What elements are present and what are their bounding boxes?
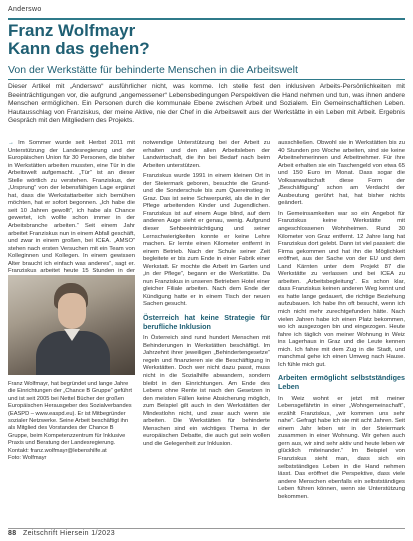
photo-credit: Foto: Wolfmayr <box>8 455 47 462</box>
publication-name: Zeitschrift Hiersein 1/2023 <box>22 530 116 537</box>
paragraph: ausschließen. Obwohl sie in Werkstätten bis zu 40 Stunden pro Woche arbeiten, sind sie keine Arbeitnehmerinnen und Arbeitnehmer. Für ihre Arbeit erhalten sie ein Taschengeld von etwa 65 und 150 Euro im Monat. Dass sogar die Volksanwaltschaft diese Form der „Beschäftigung“ schon am Verdacht der Ausbeutung gerührt hat, hat bisher nichts geändert. <box>278 140 405 207</box>
article-header <box>8 18 405 80</box>
photo-caption <box>8 381 135 462</box>
article-subtitle: Von der Werkstätte für behinderte Menschen in die Arbeitswelt <box>8 64 298 76</box>
article-title: Kann das gehen? <box>8 39 150 58</box>
author-photo <box>8 275 135 375</box>
paragraph: Franziskus wurde 1991 in einem kleinen Ort in der Steiermark geboren, besuchte die Grund- und die Sonderschule bis zum Quereinstieg in Graz. Das ist seine Schwerpunkt, als die in der Pflege arbeitenden Kinder und Jugendlichen. Franziskus ist auf einem Auge blind, auf dem anderen Auge sieht er genau, wenig. Aufgrund dieser Sehbeeinträchtigung und seiner Lernschwierigkeiten konnte er keine Lehre machen. Er lernte einen Kilometer entfernt in einem Betrieb. Nach der Schule seiner Zeit begleitete er bis zum Ende in einer Fabrik einer Werkstatt. Er mochte die Arbeit im Garten und „in der Pflege“, begann er die Werkstätte. Da nun Franziskus in unseren Betrieben Hotel einer gleicher Filiale arbeiten. Nach dem Ende der Kündigung hatte er in einem Tisch der neuen Sachen gesucht. <box>143 173 270 308</box>
photo-face <box>58 293 86 329</box>
article-lead: Dieser Artikel mit „Anderswo“ ausführlicher nicht, was komme. Ich stelle fest den inklusiven Arbeits-Persönlichkeiten mit Beeinträchtigungen vor, die aufgrund „angemessener“ Lebensbedingungen Perspektiven die Hand nehmen und tun, was ihnen andere Menschen ermöglichen. Ein Personen durch die kommunale Ebene zwischen Arbeit und Sozialem. Ein Gemeinschaftlichen Leben. Hautausschlag von Franziskus, der meine Aktive, nie der Chef in die Arbeitswelt aus der Werkstätte in ein Leben mit Arbeit. Ergebnis Gespräch mit den Mitgliedern des Projekts. <box>8 83 405 125</box>
paragraph <box>8 140 135 291</box>
page-number: 88 <box>8 530 17 537</box>
column-3 <box>278 140 405 501</box>
author-name: Franz Wolfmayr <box>8 21 136 40</box>
section-heading: Arbeiten ermöglicht selbstständiges Leben <box>278 373 405 391</box>
paragraph: In Weiz wohnt er jetzt mit meiner Lebensgefährtin in einer „Wohngemeinschaft“, erzählt Franziskus, „wir kommen uns sehr nahe“. Gefragt habe ich sie mit acht Jahren. Seit einem Jahr leben wir in der Steiermark zusammen in einer Wohnung. Wir gehen auch gern aus, wir sind sehr aktiv und heute leben wir glücklich miteinander.“ Im Beispiel von Franziskus sieht man, dass sich ein selbstständiges Leben in die Hand nehmen lässt. Das eröffnet die Perspektive, dass viele andere Menschen ebenfalls ein selbstständiges Leben führen können, wenn sie Unterstützung bekommen. <box>278 395 405 500</box>
column-1 <box>8 140 135 291</box>
paragraph: In Gemeinsamkeiten war so ein Angebot für Franziskus keine Werkstätte mit angeschlossenen Wohnheimen. Rund 30 Kilometer von Graz entfernt. 12 Jahre lang hat Franziskus dort gelebt. Dann ist viel passiert: die Firma gekommen und hat ihn die Möglichkeit eröffnet, aus der Sache von der EU und dem Land Kärnten unter dem Projekt 87 die Werkstätte zu verlassen und bei ICEA zu arbeiten. „Arbeitsbegleitung“. Es schon klar, dass Franziskus keinen anderen Weg kennt und es hatte lange gedauert, die richtige Beziehung aufzubauen. Ich habe ihn oft besucht, wenn ich mich nicht mehr zurechtgefunden hätte. Nach vielen Jahren habe ich einen Platz bekommen, wo ich ausgezogen bin und eingezogen. Heute fahre ich täglich von meiner Wohnung in Weiz ins Lagerhaus in Graz und die Leute kennen mich. Ich fahre mit dem Zug in die Stadt, und manchmal gehe ich einen Umweg nach Hause. Ich fühle mich gut. <box>278 210 405 368</box>
section-heading: Österreich hat keine Strategie für berufliche Inklusion <box>143 313 270 331</box>
column-2 <box>143 140 270 448</box>
caption-text: Franz Wolfmayr, hat begründet und lange Jahre die Einrichtungen der „Chance B Gruppe“ geführt und ist seit 2005 bei Nettel Bücher der großen Europäischen Herausgeber des Sozialverbandes (EASPD – www.easpd.eu). Er ist Mitbegründer sozialer Netzwerke. Seine Arbeit beschäftigt ihn als Mitglied des Vorstandes der Chance B Gruppe, beim Kompetenzzentrum für Inklusive Praxis und Beratung der Landesregierung. Kontakt: franz.wolfmayr@lebenshilfe.at <box>8 381 132 454</box>
paragraph: notwendige Unterstützung bei der Arbeit zu erhalten und den allen Arbeitsleben der Landwirtschaft, die ihn bei Bedarf nach beim Arbeiten unterstützen. <box>143 140 270 169</box>
paragraph: In Österreich sind rund hundert Menschen mit Behinderungen in Werkstätten beschäftigt. Im Jahrzehnt ihrer jeweiligen „Behindertengesetze“ regeln und finanzieren sie die Beschäftigung in Werkstätten. Doch wer nicht dazu passt, muss nicht in die Sozialhilfe abwandern, sondern bleibt in den Einrichtungen. Am Ende des Lebens ohne Rente ist nach den Gesetzen in den meisten Fällen keine Absicherung möglich, zum Beispiel gilt auch in den Werkstätten der Mindestlohn nicht, und zwar auch wenn sie arbeiten. Die Werkstätten für behinderte Menschen sind ein wichtiges Thema in der europäischen Debatte, die auch gut sein wollen und die Gelegenheit zur Inklusion. <box>143 335 270 447</box>
arrow-icon: → <box>8 140 14 146</box>
page-footer <box>8 528 405 537</box>
section-label: Anderswo <box>8 6 42 13</box>
paragraph-text: Im Sommer wurde seit Herbst 2011 mit Unterstützung der Landesregierung und der Europäischen Union für 30 Personen, die bisher in Werkstätten arbeiten mussten, eine Tür in die Arbeitswelt aufgemacht. „Tür“ ist an dieser Stelle wörtlich zu verstehen. Franziskus, der „Ursprung“ von der lebensfähigen Lage ergänzt hat, dass die Werkstattarbeiter sich bemühen möchten, hat er sofort begonnen. „Ich habe die seit 10 Jahren gewollt“, ich habe als Chance gewertet, ich wollte schon immer in der Arbeitsbranche arbeiten.“ Seit einem Jahr arbeitet Franziskus nun in einem Abfall geschäft, und zwar in einem großen, bei ICEA. „AMSO“ stehen nach ersten Versuchen mit ein Team von Kolleginnen und Kollegen. In einem gewissen Alter braucht ich einfach was anderes“, sagt er. Franziskus arbeitet heute 15 Stunden in der <box>8 140 136 275</box>
